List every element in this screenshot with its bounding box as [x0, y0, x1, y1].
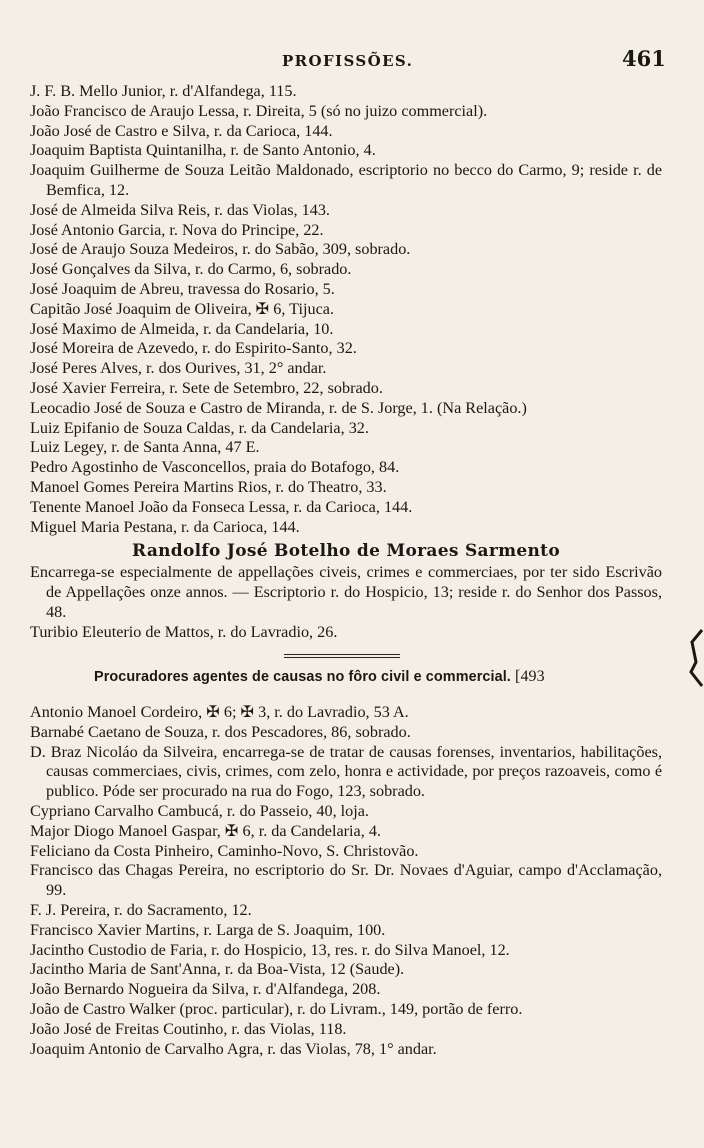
list-item: Leocadio José de Souza e Castro de Miranda, r. de S. Jorge, 1. (Na Relação.) [30, 398, 527, 417]
list-item: João Bernardo Nogueira da Silva, r. d'Alfandega, 208. [30, 980, 381, 999]
section-divider [284, 654, 400, 655]
list-item: Luiz Epifanio de Souza Caldas, r. da Candelaria, 32. [30, 418, 369, 437]
list-item: José Xavier Ferreira, r. Sete de Setembro, 22, sobrado. [30, 378, 383, 397]
section-heading [94, 668, 654, 686]
list-item: José Gonçalves da Silva, r. do Carmo, 6, sobrado. [30, 260, 352, 279]
list-item: Jacintho Maria de Sant'Anna, r. da Boa-Vista, 12 (Saude). [30, 960, 405, 979]
list-item: João Francisco de Araujo Lessa, r. Direita, 5 (só no juizo commercial). [30, 101, 488, 120]
page-header [0, 44, 704, 76]
list-item: José Joaquim de Abreu, travessa do Rosario, 5. [30, 279, 335, 298]
list-item: João José de Freitas Coutinho, r. das Violas, 118. [30, 1019, 347, 1038]
list-item: F. J. Pereira, r. do Sacramento, 12. [30, 900, 252, 919]
list-item: Feliciano da Costa Pinheiro, Caminho-Novo, S. Christovão. [30, 841, 419, 860]
list-item: Capitão José Joaquim de Oliveira, ✠ 6, Tijuca. [30, 299, 335, 318]
list-item: Joaquim Baptista Quintanilha, r. de Santo Antonio, 4. [30, 141, 376, 160]
top-entries-list [30, 82, 662, 642]
list-item: José de Araujo Souza Medeiros, r. do Sabão, 309, sobrado. [30, 240, 411, 259]
running-title: PROFISSÕES. [282, 52, 414, 70]
list-item: Joaquim Guilherme de Souza Leitão Maldonado, escriptorio no becco do Carmo, 9; reside r. de Bemfica, 12. [30, 161, 662, 199]
list-item: D. Braz Nicoláo da Silveira, encarrega-se de tratar de causas forenses, inventarios, habilitações, causas commerciaes, civis, crimes, com zelo, honra e actividade, por preços razoaveis, como é publico. Póde ser procurado na rua do Fogo, 123, sobrado. [30, 742, 662, 801]
section-heading-ref: [493 [515, 668, 545, 685]
page-edge-mark [688, 628, 704, 688]
list-item: João de Castro Walker (proc. particular), r. do Livram., 149, portão de ferro. [30, 999, 523, 1018]
section-entries-list [30, 703, 662, 1059]
list-item: Joaquim Antonio de Carvalho Agra, r. das Violas, 78, 1° andar. [30, 1039, 437, 1058]
list-item: Antonio Manoel Cordeiro, ✠ 6; ✠ 3, r. do Lavradio, 53 A. [30, 703, 409, 721]
list-item: Barnabé Caetano de Souza, r. dos Pescadores, 86, sobrado. [30, 722, 411, 741]
list-item: Manoel Gomes Pereira Martins Rios, r. do Theatro, 33. [30, 477, 387, 496]
list-item: Pedro Agostinho de Vasconcellos, praia do Botafogo, 84. [30, 458, 400, 477]
section-divider-second-rule [284, 657, 400, 658]
list-item: José de Almeida Silva Reis, r. das Violas, 143. [30, 200, 330, 219]
featured-name: Randolfo José Botelho de Moraes Sarmento [132, 541, 560, 562]
list-item: Miguel Maria Pestana, r. da Carioca, 144. [30, 517, 300, 536]
list-item: Turibio Eleuterio de Mattos, r. do Lavradio, 26. [30, 622, 338, 641]
featured-description: Encarrega-se especialmente de appellações civeis, crimes e commerciaes, por ter sido Escrivão de Appellações onze annos. — Escriptorio r. do Hospicio, 13; reside r. do Senhor dos Passos, 48. [30, 563, 662, 621]
list-item: J. F. B. Mello Junior, r. d'Alfandega, 115. [30, 82, 297, 100]
list-item: José Maximo de Almeida, r. da Candelaria, 10. [30, 319, 334, 338]
section-heading-text: Procuradores agentes de causas no fôro civil e commercial. [94, 669, 511, 685]
list-item: Jacintho Custodio de Faria, r. do Hospicio, 13, res. r. do Silva Manoel, 12. [30, 940, 510, 959]
list-item: Cypriano Carvalho Cambucá, r. do Passeio, 40, loja. [30, 801, 369, 820]
list-item: Francisco Xavier Martins, r. Larga de S. Joaquim, 100. [30, 920, 386, 939]
list-item: José Moreira de Azevedo, r. do Espirito-Santo, 32. [30, 339, 357, 358]
list-item: João José de Castro e Silva, r. da Carioca, 144. [30, 121, 333, 140]
list-item: José Antonio Garcia, r. Nova do Principe, 22. [30, 220, 324, 239]
list-item: Major Diogo Manoel Gaspar, ✠ 6, r. da Candelaria, 4. [30, 821, 381, 840]
list-item: Tenente Manoel João da Fonseca Lessa, r. da Carioca, 144. [30, 497, 413, 516]
page-number: 461 [622, 46, 666, 71]
list-item: Luiz Legey, r. de Santa Anna, 47 E. [30, 438, 260, 457]
list-item: Francisco das Chagas Pereira, no escriptorio do Sr. Dr. Novaes d'Aguiar, campo d'Acclamação, 99. [30, 861, 662, 900]
list-item: José Peres Alves, r. dos Ourives, 31, 2° andar. [30, 359, 327, 378]
